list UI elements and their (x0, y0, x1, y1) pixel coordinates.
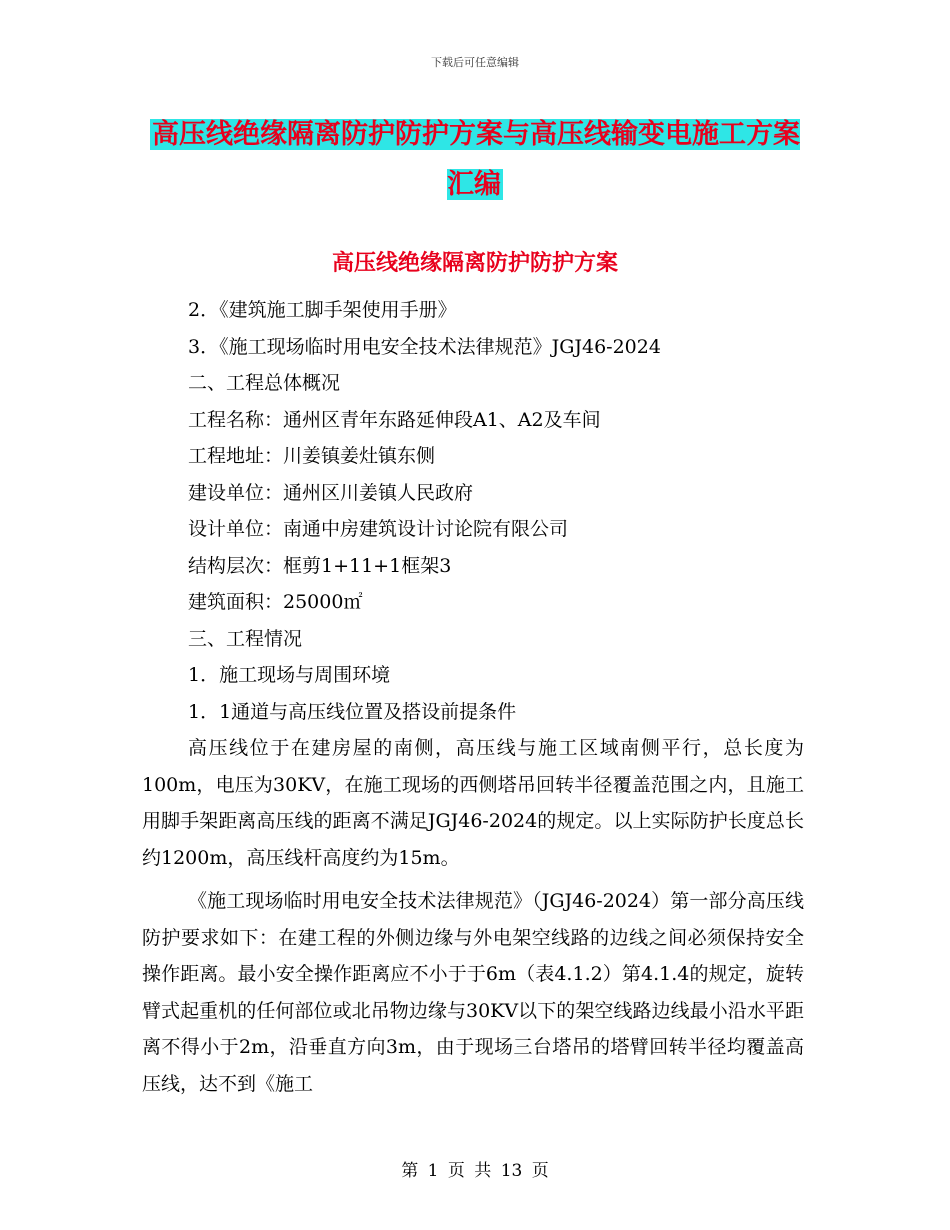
project-address: 工程地址：川姜镇姜灶镇东侧 (188, 445, 436, 467)
page-footer: 第 1 页 共 13 页 (401, 1161, 549, 1181)
building-area: 建筑面积：25000㎡ (188, 591, 363, 613)
document-body (142, 292, 804, 1102)
reference-item-2: 2．《建筑施工脚手架使用手册》 (188, 299, 457, 321)
paragraph-protection-requirements: 《施工现场临时用电安全技术法律规范》（JGJ46-2024）第一部分高压线防护要求如下：在建工程的外侧边缘与外电架空线路的边线之间必须保持安全操作距离。最小安全操作距离应不小于于6m（表4.1.2）第4.1.4的规定，旋转臂式起重机的任何部位或北吊物边缘与30KV以下的架空线路边线最小沿水平距离不得小于2m，沿垂直方向3m，由于现场三台塔吊的塔臂回转半径均覆盖高压线，达不到《施工 (142, 890, 804, 1095)
project-name: 工程名称：通州区青年东路延伸段A1、A2及车间 (188, 408, 601, 431)
structure-levels: 结构层次：框剪1+11+1框架3 (188, 554, 452, 577)
heading-project-situation: 三、工程情况 (188, 627, 303, 650)
construction-unit: 建设单位：通州区川姜镇人民政府 (188, 481, 474, 504)
subheading-passage-position: 1．1通道与高压线位置及搭设前提条件 (188, 700, 517, 723)
section-title: 高压线绝缘隔离防护防护方案 (331, 250, 618, 276)
document-title-text: 高压线绝缘隔离防护防护方案与高压线输变电施工方案汇编 (152, 119, 800, 200)
design-unit: 设计单位：南通中房建筑设计讨论院有限公司 (188, 518, 569, 540)
header-note: 下载后可任意编辑 (431, 56, 519, 69)
heading-project-overview: 二、工程总体概况 (188, 372, 341, 394)
subheading-site-environment: 1．施工现场与周围环境 (188, 664, 391, 686)
reference-item-3: 3．《施工现场临时用电安全技术法律规范》JGJ46-2024 (188, 335, 661, 358)
paragraph-high-voltage-line: 高压线位于在建房屋的南侧，高压线与施工区域南侧平行，总长度为100m，电压为30KV，在施工现场的西侧塔吊回转半径覆盖范围之内，且施工用脚手架距离高压线的距离不满足JGJ46-2024的规定。以上实际防护长度总长约1200m，高压线杆高度约为15m。 (142, 737, 804, 869)
document-title (140, 110, 810, 210)
